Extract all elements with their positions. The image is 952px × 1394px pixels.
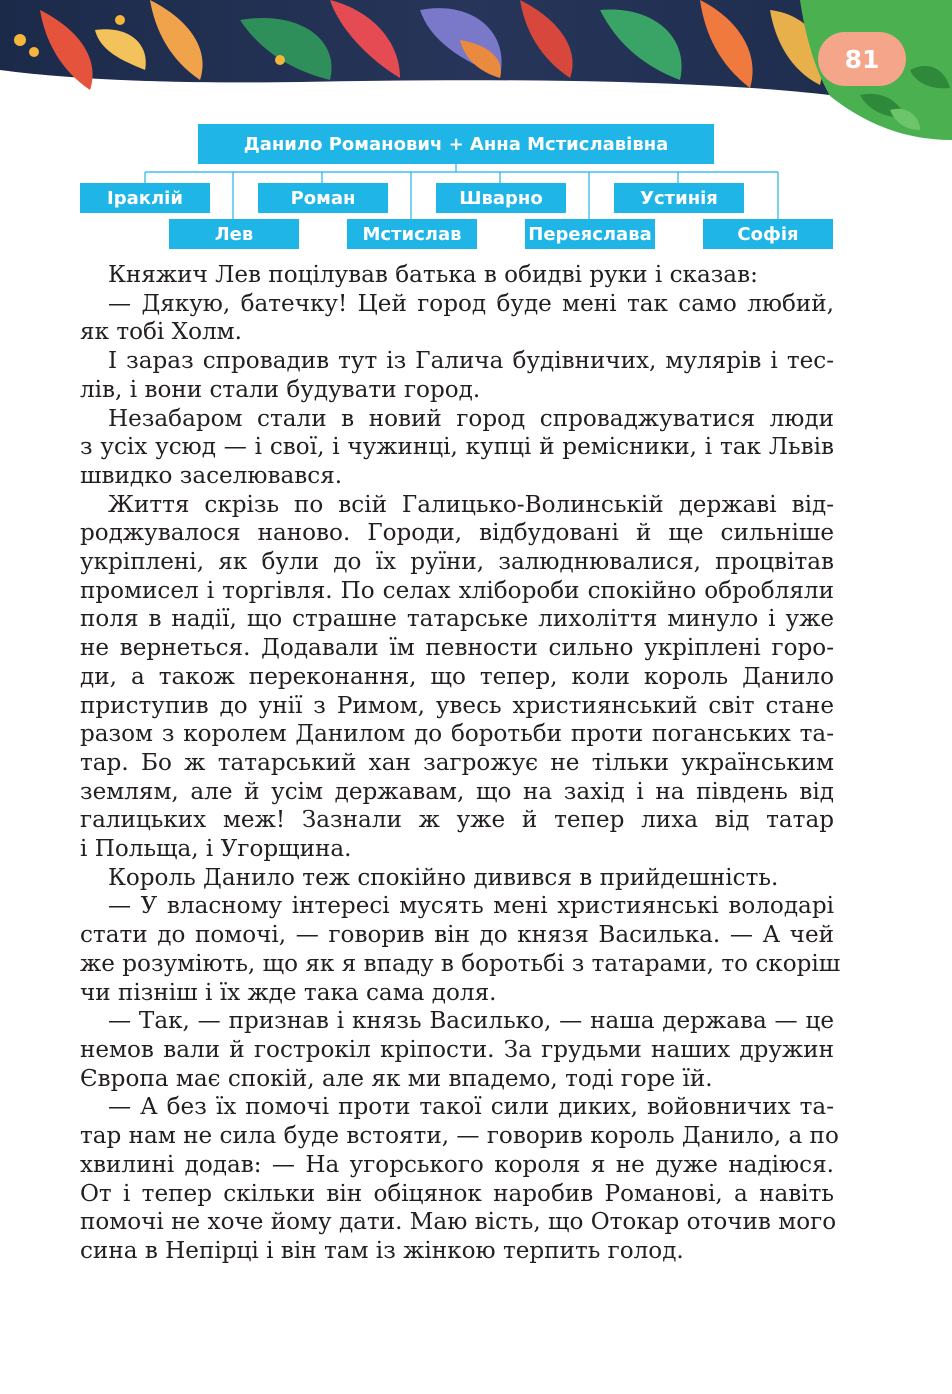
text-line: тар нам не сила буде встояти, — говорив король Данило, а по (80, 1123, 839, 1150)
text-line: роджувалося наново. Городи, відбудовані й ще сильніше (80, 520, 834, 547)
paragraph (80, 347, 834, 404)
text-line: тар. Бо ж татарський хан загрожує не тільки українським (80, 749, 834, 776)
text-line: — Так, — признав і князь Василько, — наша держава — це (108, 1008, 834, 1035)
text-line: не вернеться. Додавали їм певности сильно укріплені горо- (80, 635, 834, 662)
page-number-badge: 81 (818, 32, 906, 86)
paragraph (80, 405, 834, 491)
text-line: як тобі Холм. (80, 319, 242, 346)
text-line: і Польща, і Угорщина. (80, 836, 352, 863)
text-line: Життя скрізь по всій Галицько-Волинській державі від- (108, 491, 834, 518)
family-tree (0, 0, 952, 260)
text-line: чи пізніш і їх жде така сама доля. (80, 979, 497, 1006)
tree-child-lev: Лев (169, 219, 299, 249)
text-line: же розуміють, що як я впаду в боротьбі з татарами, то скоріш (80, 950, 841, 977)
tree-child-roman: Роман (258, 183, 388, 213)
tree-child-iraklii: Іраклій (80, 183, 210, 213)
text-line: землям, але й усім державам, що на захід і на південь від (80, 778, 834, 805)
text-line: промисел і торгівля. По селах хлібороби спокійно обробляли (80, 577, 834, 604)
paragraph (80, 1007, 834, 1093)
text-line: Європа має спокій, але як ми впадемо, тоді горе їй. (80, 1065, 713, 1092)
text-line: з усіх усюд — і свої, і чужинці, купці й ремісники, і так Львів (80, 434, 834, 461)
text-line: поля в надії, що страшне татарське лихоліття минуло і уже (80, 606, 834, 633)
text-line: — А без їх помочі проти такої сили диких, войовничих та- (108, 1094, 834, 1121)
paragraph (80, 261, 834, 290)
text-line: галицьких меж! Зазнали ж уже й тепер лиха від татар (80, 807, 834, 834)
text-line: От і тепер скільки він обіцянок наробив Романові, а навіть (80, 1180, 834, 1207)
text-line: стати до помочі, — говорив він до князя Василька. — А чей (80, 922, 834, 949)
text-line: немов вали й гострокіл кріпости. За грудьми наших дружин (80, 1036, 834, 1063)
text-line: Король Данило теж спокійно дивився в прийдешність. (108, 864, 779, 891)
tree-root-parents: Данило Романович + Анна Мстиславівна (198, 124, 714, 164)
text-line: — У власному інтересі мусять мені християнські володарі (108, 893, 834, 920)
paragraph (80, 892, 841, 1007)
text-line: — Дякую, батечку! Цей город буде мені так само любий, (108, 290, 834, 317)
paragraph (80, 864, 834, 893)
paragraph (80, 290, 834, 347)
tree-child-ustyniia: Устинія (614, 183, 744, 213)
story-text (80, 261, 841, 1266)
text-line: хвилині додав: — На угорського короля я не дуже надіюся. (80, 1151, 834, 1178)
tree-child-shvarno: Шварно (436, 183, 566, 213)
text-line: Княжич Лев поцілував батька в обидві руки і сказав: (108, 262, 758, 288)
tree-child-sofiia: Софія (703, 219, 833, 249)
text-line: І зараз спровадив тут із Галича будівничих, мулярів і тес- (108, 348, 834, 375)
text-line: лів, і вони стали будувати город. (80, 376, 481, 403)
tree-child-mstyslav: Мстислав (347, 219, 477, 249)
text-line: приступив до унії з Римом, увесь християнський світ стане (80, 692, 834, 719)
paragraph (80, 1093, 839, 1265)
text-line: разом з королем Данилом до боротьби проти поганських та- (80, 721, 834, 748)
tree-child-pereiaslava: Переяслава (525, 219, 655, 249)
text-line: швидко заселювався. (80, 462, 343, 489)
text-line: ди, а також переконання, що тепер, коли король Данило (80, 663, 834, 690)
text-line: укріплені, як були до їх руїни, залюднювалися, процвітав (80, 549, 834, 576)
text-line: Незабаром стали в новий город спроваджуватися люди (108, 405, 834, 432)
paragraph (80, 491, 834, 864)
text-line: сина в Непірці і він там із жінкою терпить голод. (80, 1237, 684, 1264)
text-line: помочі не хоче йому дати. Маю вість, що Отокар оточив мого (80, 1209, 837, 1236)
